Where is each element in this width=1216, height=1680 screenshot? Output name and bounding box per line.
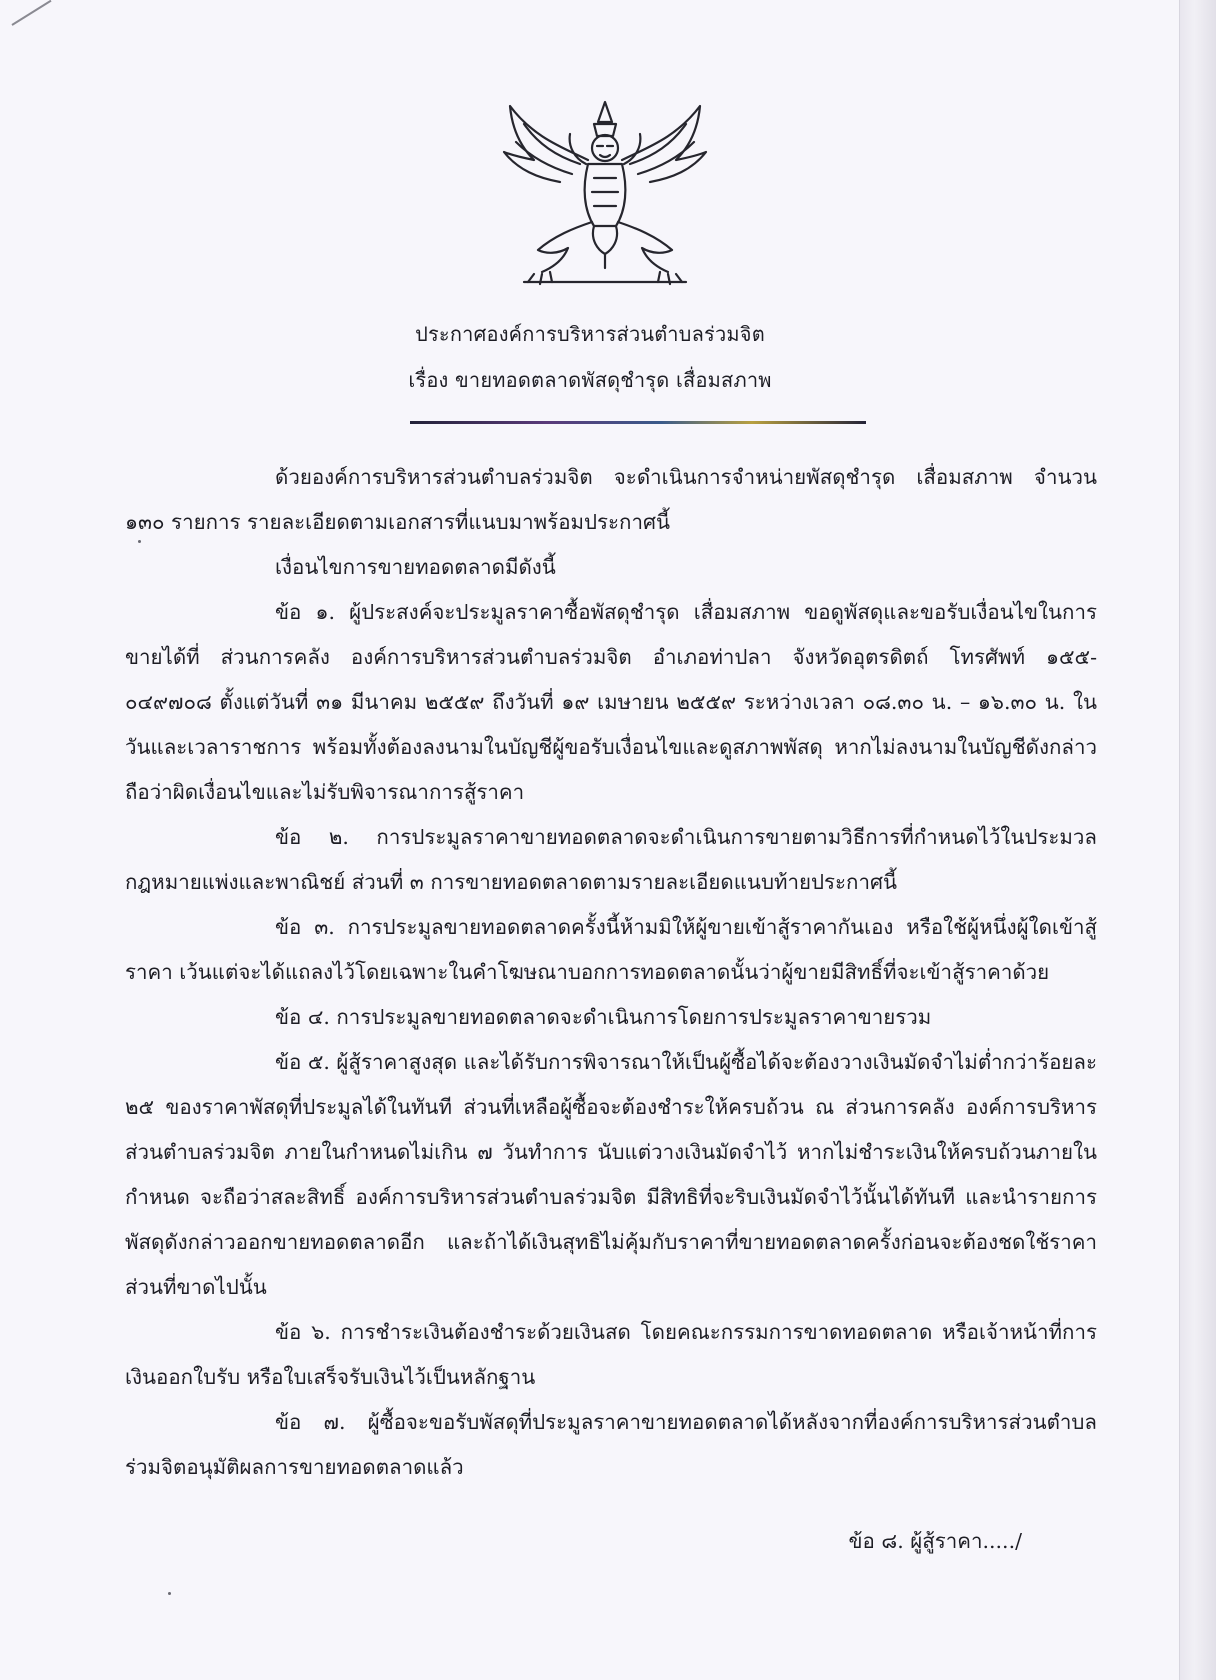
clause-2: ข้อ ๒. การประมูลราคาขายทอดตลาดจะดำเนินการขายตามวิธีการที่กำหนดไว้ในประมวลกฎหมายแพ่งและพาณิชย์ ส่วนที่ ๓ การขายทอดตลาดตามรายละเอียดแนบท้ายประกาศนี้ — [125, 825, 1097, 894]
continuation-note: ข้อ ๘. ผู้สู้ราคา...../ — [848, 1529, 1022, 1553]
scan-speck — [168, 1592, 171, 1595]
announcement-title: ประกาศองค์การบริหารส่วนตำบลร่วมจิต — [415, 322, 765, 346]
announcement-subject: เรื่อง ขายทอดตลาดพัสดุชำรุด เสื่อมสภาพ — [408, 368, 772, 392]
clause-7: ข้อ ๗. ผู้ซื้อจะขอรับพัสดุที่ประมูลราคาขายทอดตลาดได้หลังจากที่องค์การบริหารส่วนตำบลร่วมจิตอนุมัติผลการขายทอดตลาดแล้ว — [125, 1410, 1097, 1479]
conditions-heading: เงื่อนไขการขายทอดตลาดมีดังนี้ — [275, 555, 556, 579]
clause-3: ข้อ ๓. การประมูลขายทอดตลาดครั้งนี้ห้ามมิให้ผู้ขายเข้าสู้ราคากันเอง หรือใช้ผู้หนึ่งผู้ใดเข้าสู้ราคา เว้นแต่จะได้แถลงไว้โดยเฉพาะในคำโฆษณาบอกการทอดตลาดนั้นว่าผู้ขายมีสิทธิ์ที่จะเข้าสู้ราคาด้วย — [125, 915, 1097, 984]
garuda-emblem-icon — [494, 98, 716, 288]
scan-mark — [11, 0, 51, 26]
intro-paragraph: ด้วยองค์การบริหารส่วนตำบลร่วมจิต จะดำเนินการจำหน่ายพัสดุชำรุด เสื่อมสภาพ จำนวน ๑๓๐ รายการ รายละเอียดตามเอกสารที่แนบมาพร้อมประกาศนี้ — [125, 465, 1097, 534]
page-edge — [1179, 0, 1216, 1680]
clause-6: ข้อ ๖. การชำระเงินต้องชำระด้วยเงินสด โดยคณะกรรมการขาดทอดตลาด หรือเจ้าหน้าที่การเงินออกใบรับ หรือใบเสร็จรับเงินไว้เป็นหลักฐาน — [125, 1320, 1097, 1389]
announcement-body — [125, 455, 1097, 1490]
clause-1: ข้อ ๑. ผู้ประสงค์จะประมูลราคาซื้อพัสดุชำรุด เสื่อมสภาพ ขอดูพัสดุและขอรับเงื่อนไขในการขายได้ที่ ส่วนการคลัง องค์การบริหารส่วนตำบลร่วมจิต อำเภอท่าปลา จังหวัดอุตรดิตถ์ โทรศัพท์ ๑๕๕- ๐๔๙๗๐๘ ตั้งแต่วันที่ ๓๑ มีนาคม ๒๕๕๙ ถึงวันที่ ๑๙ เมษายน ๒๕๕๙ ระหว่างเวลา ๐๘.๓๐ น. – ๑๖.๓๐ น. ในวันและเวลาราชการ พร้อมทั้งต้องลงนามในบัญชีผู้ขอรับเงื่อนไขและดูสภาพพัสดุ หากไม่ลงนามในบัญชีดังกล่าวถือว่าผิดเงื่อนไขและไม่รับพิจารณาการสู้ราคา — [125, 600, 1097, 804]
scan-speck — [138, 540, 141, 543]
clause-5: ข้อ ๕. ผู้สู้ราคาสูงสุด และได้รับการพิจารณาให้เป็นผู้ซื้อได้จะต้องวางเงินมัดจำไม่ต่ำกว่าร้อยละ ๒๕ ของราคาพัสดุที่ประมูลได้ในทันที ส่วนที่เหลือผู้ซื้อจะต้องชำระให้ครบถ้วน ณ ส่วนการคลัง องค์การบริหารส่วนตำบลร่วมจิต ภายในกำหนดไม่เกิน ๗ วันทำการ นับแต่วางเงินมัดจำไว้ หากไม่ชำระเงินให้ครบถ้วนภายในกำหนด จะถือว่าสละสิทธิ์ องค์การบริหารส่วนตำบลร่วมจิต มีสิทธิที่จะริบเงินมัดจำไว้นั้นได้ทันที และนำรายการพัสดุดังกล่าวออกขายทอดตลาดอีก และถ้าได้เงินสุทธิไม่คุ้มกับราคาที่ขายทอดตลาดครั้งก่อนจะต้องชดใช้ราคาส่วนที่ขาดไปนั้น — [125, 1050, 1097, 1299]
title-divider — [410, 421, 866, 424]
clause-4: ข้อ ๔. การประมูลขายทอดตลาดจะดำเนินการโดยการประมูลราคาขายรวม — [275, 1005, 932, 1029]
